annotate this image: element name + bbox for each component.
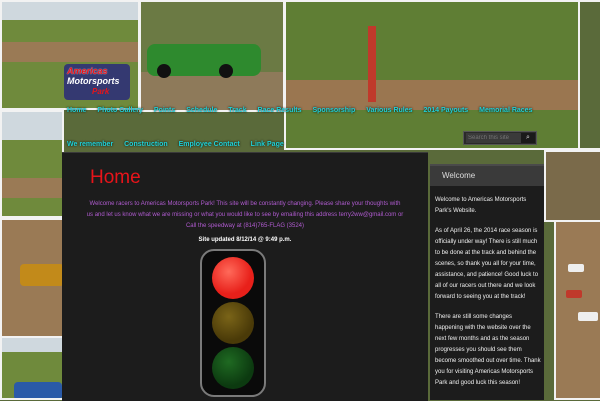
photo-tile: [139, 0, 285, 112]
main-content: [62, 152, 428, 401]
sidebar-paragraph: Welcome to Americas Motorsports Park's Website.: [435, 197, 527, 214]
nav-item[interactable]: Home: [67, 107, 87, 114]
sidebar-paragraph: As of April 26, the 2014 race season is officially under way! There is still much to be done at the track and behind the scenes, so thank you all for your time, assistance, and patience! Good luck to all of our racers out there and we look forward to seeing you at the track!: [435, 228, 539, 300]
red-light: [212, 257, 254, 299]
nav-item[interactable]: Link Page: [250, 141, 284, 148]
sidebar-header: [430, 164, 544, 186]
site-updated-text: Site updated 8/12/14 @ 9:49 p.m.: [198, 237, 292, 243]
photo-tile: [544, 150, 600, 222]
nav-item[interactable]: We remember: [67, 141, 114, 148]
main-nav-row1: [67, 107, 541, 114]
sidebar-welcome-widget: [430, 164, 544, 400]
nav-item[interactable]: Various Rules: [366, 107, 413, 114]
photo-tile: [0, 218, 64, 338]
nav-item[interactable]: Memorial Races: [479, 107, 533, 114]
main-nav-row2: [67, 141, 293, 148]
nav-item[interactable]: Employee Contact: [178, 141, 240, 148]
search-icon[interactable]: ⌕: [521, 133, 535, 143]
traffic-light-image: [200, 249, 266, 397]
nav-item[interactable]: Construction: [124, 141, 168, 148]
nav-item[interactable]: Sponsorship: [312, 107, 356, 114]
nav-item[interactable]: Schedule: [186, 107, 218, 114]
site-logo[interactable]: [64, 64, 130, 100]
logo-text-line1: Americas: [67, 66, 108, 76]
photo-tile: [0, 336, 64, 400]
sidebar-body: [435, 195, 541, 398]
page-title: Home: [90, 167, 141, 188]
green-light: [212, 347, 254, 389]
nav-item[interactable]: Points: [153, 107, 176, 114]
welcome-message: Welcome racers to Americas Motorsports Park! This site will be constantly changing. Please share your thoughts with us and let us know what we are missing or what you would like to see by emailing this address terry2ww@gmail.com or Call the speedway at (814)765-FLAG (3524): [86, 201, 404, 229]
photo-tile: [554, 220, 600, 400]
nav-item[interactable]: Track: [228, 107, 247, 114]
logo-text-line2: Motorsports: [67, 76, 120, 86]
photo-tile: [578, 0, 600, 150]
logo-text-line3: Park: [92, 87, 110, 96]
search-box: [463, 131, 537, 145]
search-input[interactable]: [466, 133, 524, 143]
sidebar-paragraph: There are still some changes happening with the website over the next few months and as the season progresses you should see them become smoothed out over time. Thank you for visiting Americas Motorsports Park and good luck this season!: [435, 314, 541, 386]
yellow-light: [212, 302, 254, 344]
photo-tile: [284, 0, 580, 150]
sidebar-title: Welcome: [442, 171, 476, 180]
nav-item[interactable]: 2014 Payouts: [423, 107, 469, 114]
photo-tile: [0, 110, 64, 218]
nav-item[interactable]: Race Results: [257, 107, 302, 114]
nav-item[interactable]: Photo Gallery: [97, 107, 143, 114]
